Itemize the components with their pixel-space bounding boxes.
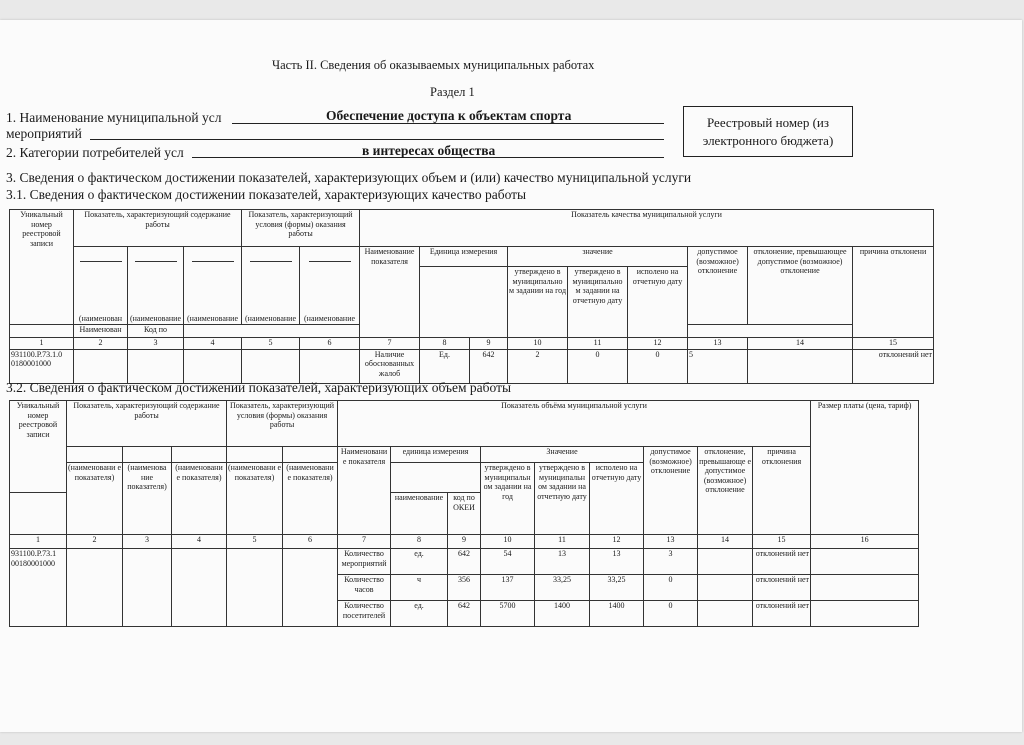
header-unique-number: Уникальный номер реестровой записи — [10, 210, 74, 325]
header-approved-year: утверждено в муниципальн ом задании на год — [481, 463, 535, 535]
cell-empty — [242, 349, 300, 383]
line2-label: 2. Категории потребителей усл — [6, 145, 184, 160]
header-sub-box — [227, 447, 283, 463]
col-num: 14 — [698, 535, 753, 549]
cell-deviation — [698, 575, 753, 601]
header-sub-box — [283, 447, 338, 463]
col-num: 12 — [628, 337, 688, 349]
col-num: 16 — [811, 535, 919, 549]
col-num: 15 — [753, 535, 811, 549]
cell-date: 0 — [568, 349, 628, 383]
cell-date: 1400 — [535, 601, 590, 627]
header-sub2: (наименова ние показателя) — [123, 463, 172, 535]
cell-code: 642 — [470, 349, 508, 383]
col-num: 6 — [300, 337, 360, 349]
col-num: 9 — [448, 535, 481, 549]
cell-unit: ч — [391, 575, 448, 601]
col-num: 15 — [853, 337, 934, 349]
col-num: 6 — [283, 535, 338, 549]
col-num: 3 — [128, 337, 184, 349]
col-num: 2 — [67, 535, 123, 549]
header-unit-space — [391, 463, 481, 493]
header-approved-year: утверждено в муниципально м задании на год — [508, 267, 568, 338]
header-deviation: отклонение, превышающе е допустимое (возможное) отклонение — [698, 447, 753, 535]
col-num: 4 — [172, 535, 227, 549]
header-value: значение — [508, 247, 688, 267]
cell-deviation — [698, 549, 753, 575]
cell-empty — [300, 349, 360, 383]
table-row — [10, 549, 919, 575]
heading-3: 3. Сведения о фактическом достижении показателей, характеризующих объем и (или) качество муниципальной услуги — [6, 170, 692, 185]
cell-allowed: 5 — [688, 349, 748, 383]
col-num: 14 — [748, 337, 853, 349]
col-num: 13 — [688, 337, 748, 349]
cell-name: Наличие обоснованных жалоб — [360, 349, 420, 383]
cell-empty — [74, 349, 128, 383]
header-sub3 — [184, 247, 242, 325]
cell-fee — [811, 549, 919, 575]
header-sub1 — [74, 247, 128, 325]
header-sub2 — [128, 247, 184, 325]
header-sub5 — [300, 247, 360, 325]
cell-deviation — [698, 601, 753, 627]
line1-cont-underline — [90, 139, 664, 140]
col-num: 8 — [420, 337, 470, 349]
line1-continuation: мероприятий — [6, 126, 82, 141]
header-unit-code: код по ОКЕИ — [448, 493, 481, 535]
col-num: 1 — [10, 337, 74, 349]
heading-3-2: 3.2. Сведения о фактическом достижении показателей, характеризующих объем работы — [6, 380, 512, 395]
cell-id: 931100.Р.73.1.0 0180001000 — [10, 349, 74, 383]
col-num: 7 — [338, 535, 391, 549]
header-unique-cont — [10, 493, 67, 535]
col-num: 10 — [481, 535, 535, 549]
header-sub1: (наименовани е показателя) — [67, 463, 123, 535]
cell-unit: ед. — [391, 549, 448, 575]
cell-date: 13 — [535, 549, 590, 575]
cell-allowed: 0 — [644, 575, 698, 601]
header-volume: Показатель объёма муниципальной услуги — [338, 401, 811, 447]
cell-year: 5700 — [481, 601, 535, 627]
cell-fee — [811, 575, 919, 601]
col-num: 13 — [644, 535, 698, 549]
col-num: 3 — [123, 535, 172, 549]
col-num: 1 — [10, 535, 67, 549]
header-approved-date: утверждено в муниципальн ом задании на отчетную дату — [535, 463, 590, 535]
header-indicator-name: Наименование показателя — [360, 247, 420, 338]
registry-number-box: Реестровый номер (из электронного бюджета) — [683, 106, 853, 157]
header-indicator-name: Наименовани е показателя — [338, 447, 391, 535]
cell-allowed: 0 — [644, 601, 698, 627]
cell-empty — [227, 549, 283, 627]
cell-name: Количество мероприятий — [338, 549, 391, 575]
cell-year: 54 — [481, 549, 535, 575]
header-done: исполено на отчетную дату — [590, 463, 644, 535]
header-sub1-text: (наименован — [78, 314, 123, 323]
header-unique-cont — [10, 324, 74, 337]
col-num: 4 — [184, 337, 242, 349]
header-unit-name: Наименован — [74, 324, 128, 337]
cell-done: 13 — [590, 549, 644, 575]
header-unit: Единица измерения — [420, 247, 508, 267]
header-allowed: допустимое (возможное) отклонение — [688, 247, 748, 325]
cell-reason: отклонений нет — [753, 575, 811, 601]
cell-done: 0 — [628, 349, 688, 383]
header-sub-box — [123, 447, 172, 463]
header-sub-box — [172, 447, 227, 463]
cell-unit: ед. — [391, 601, 448, 627]
heading-3-1: 3.1. Сведения о фактическом достижении показателей, характеризующих качество работы — [6, 187, 527, 202]
header-sub3-text: (наименование — [187, 314, 239, 323]
header-approved-date: утверждено в муниципально м задании на отчетную дату — [568, 267, 628, 338]
cell-code: 356 — [448, 575, 481, 601]
header-fee: Размер платы (цена, тариф) — [811, 401, 919, 535]
header-conditions: Показатель, характеризующий условия (формы) оказания работы — [227, 401, 338, 447]
cell-empty — [67, 549, 123, 627]
col-num: 9 — [470, 337, 508, 349]
volume-table — [9, 400, 919, 627]
header-quality: Показатель качества муниципальной услуги — [360, 210, 934, 247]
cell-unit: Ед. — [420, 349, 470, 383]
col-num: 12 — [590, 535, 644, 549]
cell-empty — [128, 349, 184, 383]
header-allowed: допустимое (возможное) отклонение — [644, 447, 698, 535]
header-conditions: Показатель, характеризующий условия (формы) оказания работы — [242, 210, 360, 247]
header-sub5-text: (наименование — [304, 314, 356, 323]
header-content: Показатель, характеризующий содержание работы — [67, 401, 227, 447]
header-sub4 — [242, 247, 300, 325]
cell-date: 33,25 — [535, 575, 590, 601]
col-num: 5 — [242, 337, 300, 349]
section-title: Раздел 1 — [430, 85, 475, 99]
cell-name: Количество посетителей — [338, 601, 391, 627]
header-deviation: отклонение, превышающее допустимое (возможное) отклонение — [748, 247, 853, 325]
header-reason: причина отклонения — [753, 447, 811, 535]
col-num: 11 — [568, 337, 628, 349]
cell-reason: отклонений нет — [753, 549, 811, 575]
header-unit-space — [420, 267, 508, 325]
header-unit-name: наименование — [391, 493, 448, 535]
cell-code: 642 — [448, 601, 481, 627]
cell-name: Количество часов — [338, 575, 391, 601]
col-num: 11 — [535, 535, 590, 549]
cell-empty — [123, 549, 172, 627]
cell-allowed: 3 — [644, 549, 698, 575]
header-value: Значение — [481, 447, 644, 463]
col-num: 10 — [508, 337, 568, 349]
cell-id: 931100.Р.73.1 00180001000 — [10, 549, 67, 627]
cell-empty — [184, 349, 242, 383]
table-row — [10, 349, 934, 383]
cell-done: 1400 — [590, 601, 644, 627]
cell-empty — [283, 549, 338, 627]
cell-deviation — [748, 349, 853, 383]
header-sub2-text: (наименование — [129, 314, 181, 323]
header-sub3: (наименовани е показателя) — [172, 463, 227, 535]
line1-value: Обеспечение доступа к объектам спорта — [326, 108, 572, 123]
header-content: Показатель, характеризующий содержание работы — [74, 210, 242, 247]
col-num: 5 — [227, 535, 283, 549]
col-num: 2 — [74, 337, 128, 349]
cell-done: 33,25 — [590, 575, 644, 601]
header-unique-number: Уникальный номер реестровой записи — [10, 401, 67, 493]
header-unit: единица измерения — [391, 447, 481, 463]
header-reason: причина отклонени — [853, 247, 934, 338]
cell-empty — [172, 549, 227, 627]
cell-reason: отклонений нет — [753, 601, 811, 627]
cell-fee — [811, 601, 919, 627]
col-num: 8 — [391, 535, 448, 549]
quality-table — [9, 209, 934, 384]
cell-year: 137 — [481, 575, 535, 601]
header-done: исполено на отчетную дату — [628, 267, 688, 338]
header-sub4: (наименовани е показателя) — [227, 463, 283, 535]
header-sub-box — [67, 447, 123, 463]
cell-reason: отклонений нет — [853, 349, 934, 383]
header-sub4-text: (наименование — [245, 314, 297, 323]
line2-value: в интересах общества — [362, 143, 496, 158]
cell-year: 2 — [508, 349, 568, 383]
header-unit-code: Код по — [128, 324, 184, 337]
line1-label: 1. Наименование муниципальной усл — [6, 110, 222, 125]
col-num: 7 — [360, 337, 420, 349]
cell-code: 642 — [448, 549, 481, 575]
header-sub5: (наименовани е показателя) — [283, 463, 338, 535]
page-title: Часть II. Сведения об оказываемых муниципальных работах — [272, 58, 595, 72]
